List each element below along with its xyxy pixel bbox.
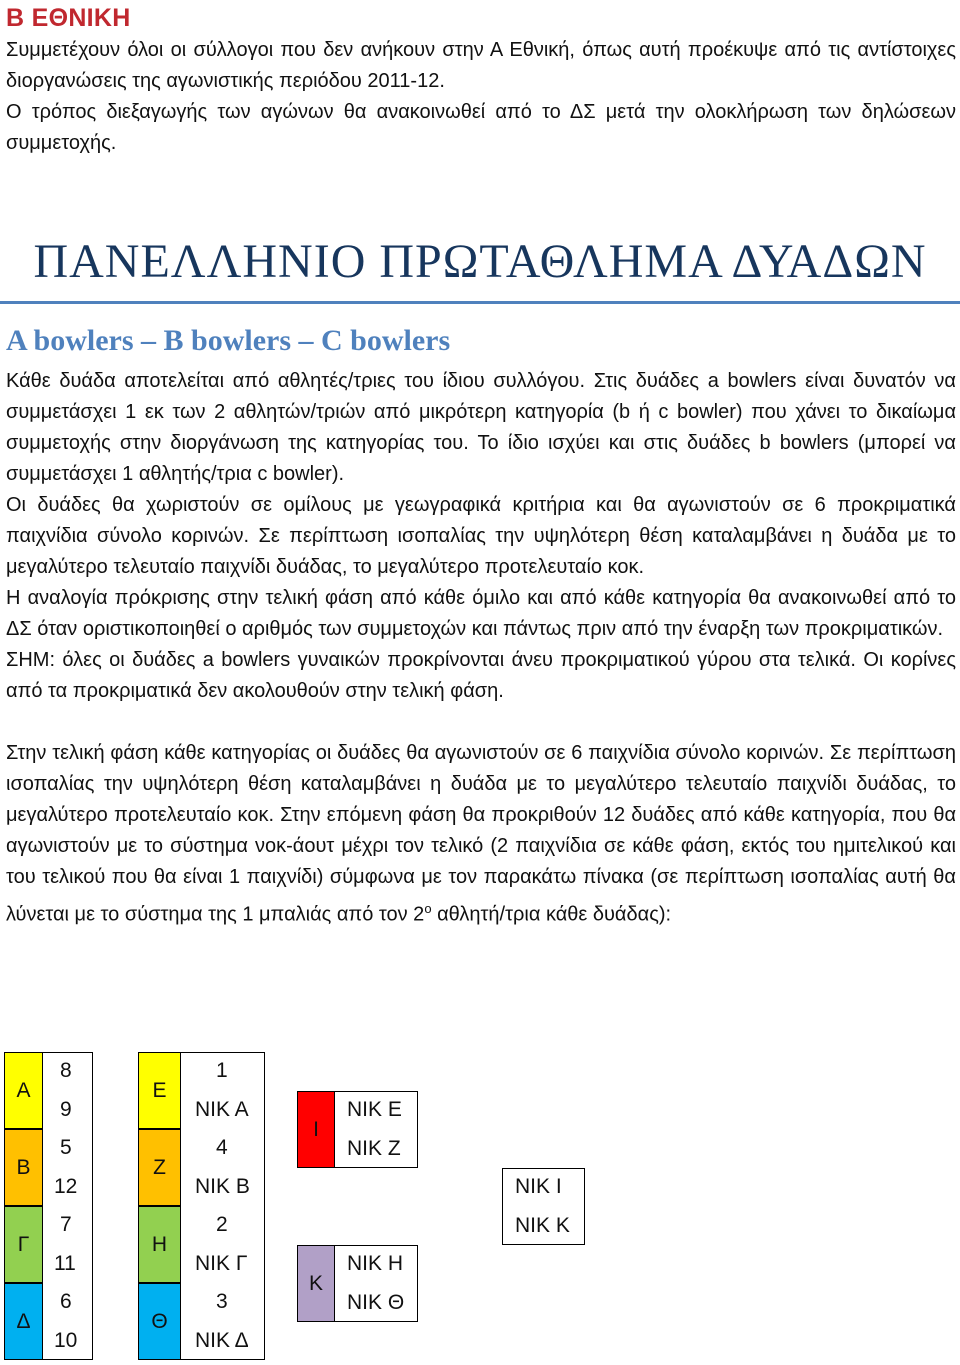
bracket-group-b xyxy=(4,1129,43,1206)
entry: ΝΙΚ Θ xyxy=(347,1291,405,1314)
bracket-group-d xyxy=(4,1283,43,1360)
group-label: Ι xyxy=(313,1117,319,1141)
body-paragraph: Κάθε δυάδα αποτελείται από αθλητές/τριες του ίδιου συλλόγου. Στις δυάδες a bowlers είναι δυνατόν να συμμετάσχει 1 εκ των 2 αθλητών/τριών από μικρότερη κατηγορία (b ή c bowler) που χάνει το δικαίωμα συμμετοχής στην διοργάνωση της κατηγορίας του. Το ίδιο ισχύει και στις δυάδες b bowlers (μπορεί να συμμετάσχει 1 αθλητής/τρια c bowler). xyxy=(6,370,956,485)
group-label: Α xyxy=(16,1078,31,1102)
final-phase-paragraph xyxy=(6,738,956,931)
bracket-group-th xyxy=(138,1283,181,1360)
entry: ΝΙΚ Ζ xyxy=(347,1137,401,1160)
intro-paragraph: Συμμετέχουν όλοι οι σύλλογοι που δεν ανήκουν στην Α Εθνική, όπως αυτή προέκυψε από τις αντίστοιχες διοργανώσεις της αγωνιστικής περιόδου 2011-12. xyxy=(6,39,956,92)
group-label: Κ xyxy=(308,1271,323,1295)
entry: ΝΙΚ Ε xyxy=(347,1098,402,1121)
entry: 4 xyxy=(216,1136,228,1159)
seed: 6 xyxy=(60,1290,72,1313)
entry: 3 xyxy=(216,1290,228,1313)
entry: ΝΙΚ Κ xyxy=(515,1214,570,1237)
bracket-group-z xyxy=(138,1129,181,1206)
group-label: Η xyxy=(151,1232,168,1256)
entry: ΝΙΚ Α xyxy=(195,1098,249,1121)
entry: ΝΙΚ Β xyxy=(195,1175,250,1198)
bracket-group-h xyxy=(138,1206,181,1283)
final-paragraph-tail: αθλητή/τρια κάθε δυάδας): xyxy=(431,903,672,926)
body-paragraph: Η αναλογία πρόκρισης στην τελική φάση από κάθε όμιλο και από κάθε κατηγορία θα ανακοινωθεί από το ΔΣ όταν οριστικοποιηθεί ο αριθμός των συμμετοχών και πάντως πριν από την έναρξη των προκριματικών. xyxy=(6,587,956,640)
body-paragraph: ΣΗΜ: όλες οι δυάδες a bowlers γυναικών προκρίνονται άνευ προκριματικού γύρου στα τελικά. Οι κορίνες από τα προκριματικά δεν ακολουθούν στην τελική φάση. xyxy=(6,649,956,702)
seed: 5 xyxy=(60,1136,72,1159)
sub-title: A bowlers – B bowlers – C bowlers xyxy=(6,324,451,357)
group-label: Δ xyxy=(16,1309,31,1333)
group-label: Ε xyxy=(152,1078,167,1102)
body-paragraph: Οι δυάδες θα χωριστούν σε ομίλους με γεωγραφικά κριτήρια και θα αγωνιστούν σε 6 προκριματικά παιχνίδια σύνολο κορινών. Σε περίπτωση ισοπαλίας την υψηλότερη θέση καταλαμβάνει η δυάδα με το μεγαλύτερο τελευταίο παιχνίδι δυάδας, το μεγαλύτερο προτελευταίο κοκ. xyxy=(6,494,956,578)
document-page xyxy=(6,0,956,931)
entry: ΝΙΚ Γ xyxy=(195,1252,248,1275)
section-heading: B ΕΘΝΙΚΗ xyxy=(6,4,131,32)
seed: 11 xyxy=(54,1252,76,1275)
seed: 7 xyxy=(60,1213,72,1236)
entry: ΝΙΚ Ι xyxy=(515,1175,562,1198)
intro-paragraph: Ο τρόπος διεξαγωγής των αγώνων θα ανακοινωθεί από το ΔΣ μετά την ολοκλήρωση των δηλώσεων συμμετοχής. xyxy=(6,101,956,154)
group-label: Ζ xyxy=(153,1155,166,1179)
entry: 1 xyxy=(216,1059,228,1082)
group-label: Θ xyxy=(151,1309,168,1333)
ordinal-superscript: ο xyxy=(424,901,432,916)
seed: 9 xyxy=(60,1098,72,1121)
entry: 2 xyxy=(216,1213,228,1236)
final-paragraph-text: Στην τελική φάση κάθε κατηγορίας οι δυάδες θα αγωνιστούν σε 6 παιχνίδια σύνολο κορινών. Σε περίπτωση ισοπαλίας την υψηλότερη θέση καταλαμβάνει η δυάδα με το μεγαλύτερο τελευταίο παιχνίδι δυάδας, το μεγαλύτερο προτελευταίο κοκ. Στην επόμενη φάση θα προκριθούν 12 δυάδες από κάθε κατηγορία, που θα αγωνιστούν με το σύστημα νοκ-άουτ μέχρι τον τελικό (2 παιχνίδια σε κάθε φάση, εκτός του ημιτελικού και του τελικού που θα είναι 1 παιχνίδι) σύμφωνα με τον παρακάτω πίνακα (σε περίπτωση ισοπαλίας αυτή θα λύνεται με το σύστημα της 1 μπαλιάς από τον 2 xyxy=(6,742,956,926)
bracket-group-a xyxy=(4,1052,43,1129)
knockout-bracket xyxy=(0,1052,960,1362)
seed: 12 xyxy=(54,1175,78,1198)
seed: 10 xyxy=(54,1329,78,1352)
bracket-group-c xyxy=(4,1206,43,1283)
bracket-group-e xyxy=(138,1052,181,1129)
bracket-group-k xyxy=(297,1245,335,1322)
bracket-group-i xyxy=(297,1091,335,1168)
group-label: Β xyxy=(16,1155,31,1179)
group-label: Γ xyxy=(17,1232,30,1256)
seed: 8 xyxy=(60,1059,72,1082)
main-title-block xyxy=(0,229,960,304)
main-title: ΠΑΝΕΛΛΗΝΙΟ ΠΡΩΤΑΘΛΗΜΑ ΔΥΑΔΩΝ xyxy=(33,235,927,288)
entry: ΝΙΚ Δ xyxy=(195,1329,249,1352)
entry: ΝΙΚ Η xyxy=(347,1252,404,1275)
